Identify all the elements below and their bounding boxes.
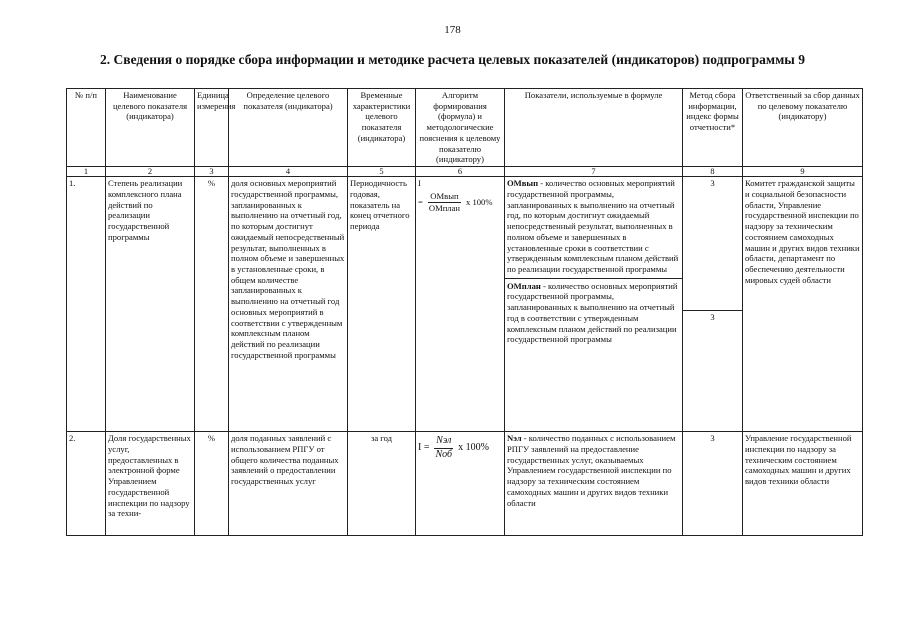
header-cell: Метод сбора информации, индекс формы отчетности* <box>683 89 743 167</box>
header-row <box>67 89 863 167</box>
unit: % <box>195 432 229 536</box>
header-cell: Единица измерения <box>195 89 229 167</box>
header-cell: Определение целевого показателя (индикатора) <box>229 89 348 167</box>
formula-indicators <box>505 177 683 432</box>
page-title: 2. Сведения о порядке сбора информации и методике расчета целевых показателей (индикаторов) подпрограммы 9 <box>100 52 805 67</box>
indicator-definition-item <box>505 278 682 345</box>
responsible: Комитет гражданской защиты и социальной безопасности области, Управление государственной инспекции по надзору за техническим состоянием самоходных машин и других видов техники области, департамент по обеспечению деятельности мировых судей области <box>743 177 863 432</box>
formula-prefix: I = <box>418 441 430 453</box>
indicator-symbol: ОМвып <box>507 178 539 189</box>
indicator-definition-item <box>507 433 680 508</box>
column-number: 4 <box>229 167 348 177</box>
formula-numerator: Nэл <box>434 435 453 449</box>
column-number: 1 <box>67 167 106 177</box>
unit: % <box>195 177 229 432</box>
formula <box>418 435 502 461</box>
responsible: Управление государственной инспекции по надзору за техническим состоянием самоходных машин и других видов техники области <box>743 432 863 536</box>
column-number: 8 <box>683 167 743 177</box>
indicator-name: Доля государственных услуг, предоставленных в электронной форме Управлением государственной инспекции по надзору за техни- <box>106 432 195 536</box>
column-number: 9 <box>743 167 863 177</box>
header-cell: № п/п <box>67 89 106 167</box>
time-characteristics: Периодичность годовая, показатель на конец отчетного периода <box>348 177 416 432</box>
formula-indicators <box>505 432 683 536</box>
column-number: 7 <box>505 167 683 177</box>
formula-multiplier: x 100% <box>458 441 489 453</box>
header-cell: Наименование целевого показателя (индикатора) <box>106 89 195 167</box>
formula-cell <box>416 432 505 536</box>
formula <box>418 191 502 213</box>
header-cell: Показатели, используемые в формуле <box>505 89 683 167</box>
time-characteristics: за год <box>348 432 416 536</box>
column-number: 6 <box>416 167 505 177</box>
indicator-definition: доля основных мероприятий государственной программы, запланированных к выполнению на отчетный год, по которым достигнут ожидаемый непосредственный результат, выполненных в полном объеме и завершенных в установленные сроки, в общем количестве запланированных к выполнению на отчетный год основных мероприятий в соответствии с утвержденным комплексным планом действий по реализации государственной программы <box>229 177 348 432</box>
header-cell: Ответственный за сбор данных по целевому показателю (индикатору) <box>743 89 863 167</box>
formula-denominator: ОМплан <box>428 202 461 213</box>
indicator-symbol: Nэл <box>507 433 522 444</box>
formula-denominator: Nоб <box>435 448 453 460</box>
formula-equals: = <box>418 196 423 207</box>
page-number: 178 <box>444 24 461 36</box>
formula-cell <box>416 177 505 432</box>
formula-numerator: ОМвып <box>430 190 459 201</box>
column-number-row <box>67 167 863 177</box>
indicator-text: - количество поданных с использованием РПГУ заявлений на предоставление государственных услуг, оказываемых Управлением государственной инспекции по надзору за техническим состоянием самоходных машин и других видов техники области <box>507 433 676 508</box>
column-number: 5 <box>348 167 416 177</box>
collection-method <box>683 177 743 432</box>
row-number: 1. <box>67 177 106 432</box>
indicator-symbol: ОМплан <box>507 280 541 291</box>
indicator-name: Степень реализации комплексного плана действий по реализации государственной программы <box>106 177 195 432</box>
method-index: 3 <box>710 178 715 189</box>
collection-method: 3 <box>683 432 743 536</box>
formula-fraction <box>427 191 462 213</box>
table-row <box>67 177 863 432</box>
indicator-text: - количество основных мероприятий государственной программы, запланированных к выполнению на отчетный год, по которым достигнут ожидаемый непосредственный результат, выполненных в полном объеме и завершенных в установленные сроки в соответствии с утвержденным комплексным планом действий по реализации государственной программы <box>507 178 679 275</box>
indicators-table <box>66 88 863 536</box>
formula-multiplier: x 100% <box>466 196 493 207</box>
indicator-definition-item <box>507 178 680 275</box>
header-cell: Алгоритм формирования (формула) и методологические пояснения к целевому показателю (индикатору) <box>416 89 505 167</box>
indicator-text: - количество основных мероприятий государственной программы, запланированных к выполнению на отчетный год в соответствии с утвержденным комплексным планом действий по реализации государственной программы <box>507 280 678 345</box>
indicator-definition: доля поданных заявлений с использованием РПГУ от общего количества поданных заявлений о предоставлении государственных услуг <box>229 432 348 536</box>
method-index: 3 <box>683 310 742 323</box>
table-row <box>67 432 863 536</box>
formula-fraction <box>433 435 454 461</box>
formula-prefix: I <box>418 178 421 189</box>
row-number: 2. <box>67 432 106 536</box>
column-number: 3 <box>195 167 229 177</box>
column-number: 2 <box>106 167 195 177</box>
header-cell: Временные характеристики целевого показателя (индикатора) <box>348 89 416 167</box>
